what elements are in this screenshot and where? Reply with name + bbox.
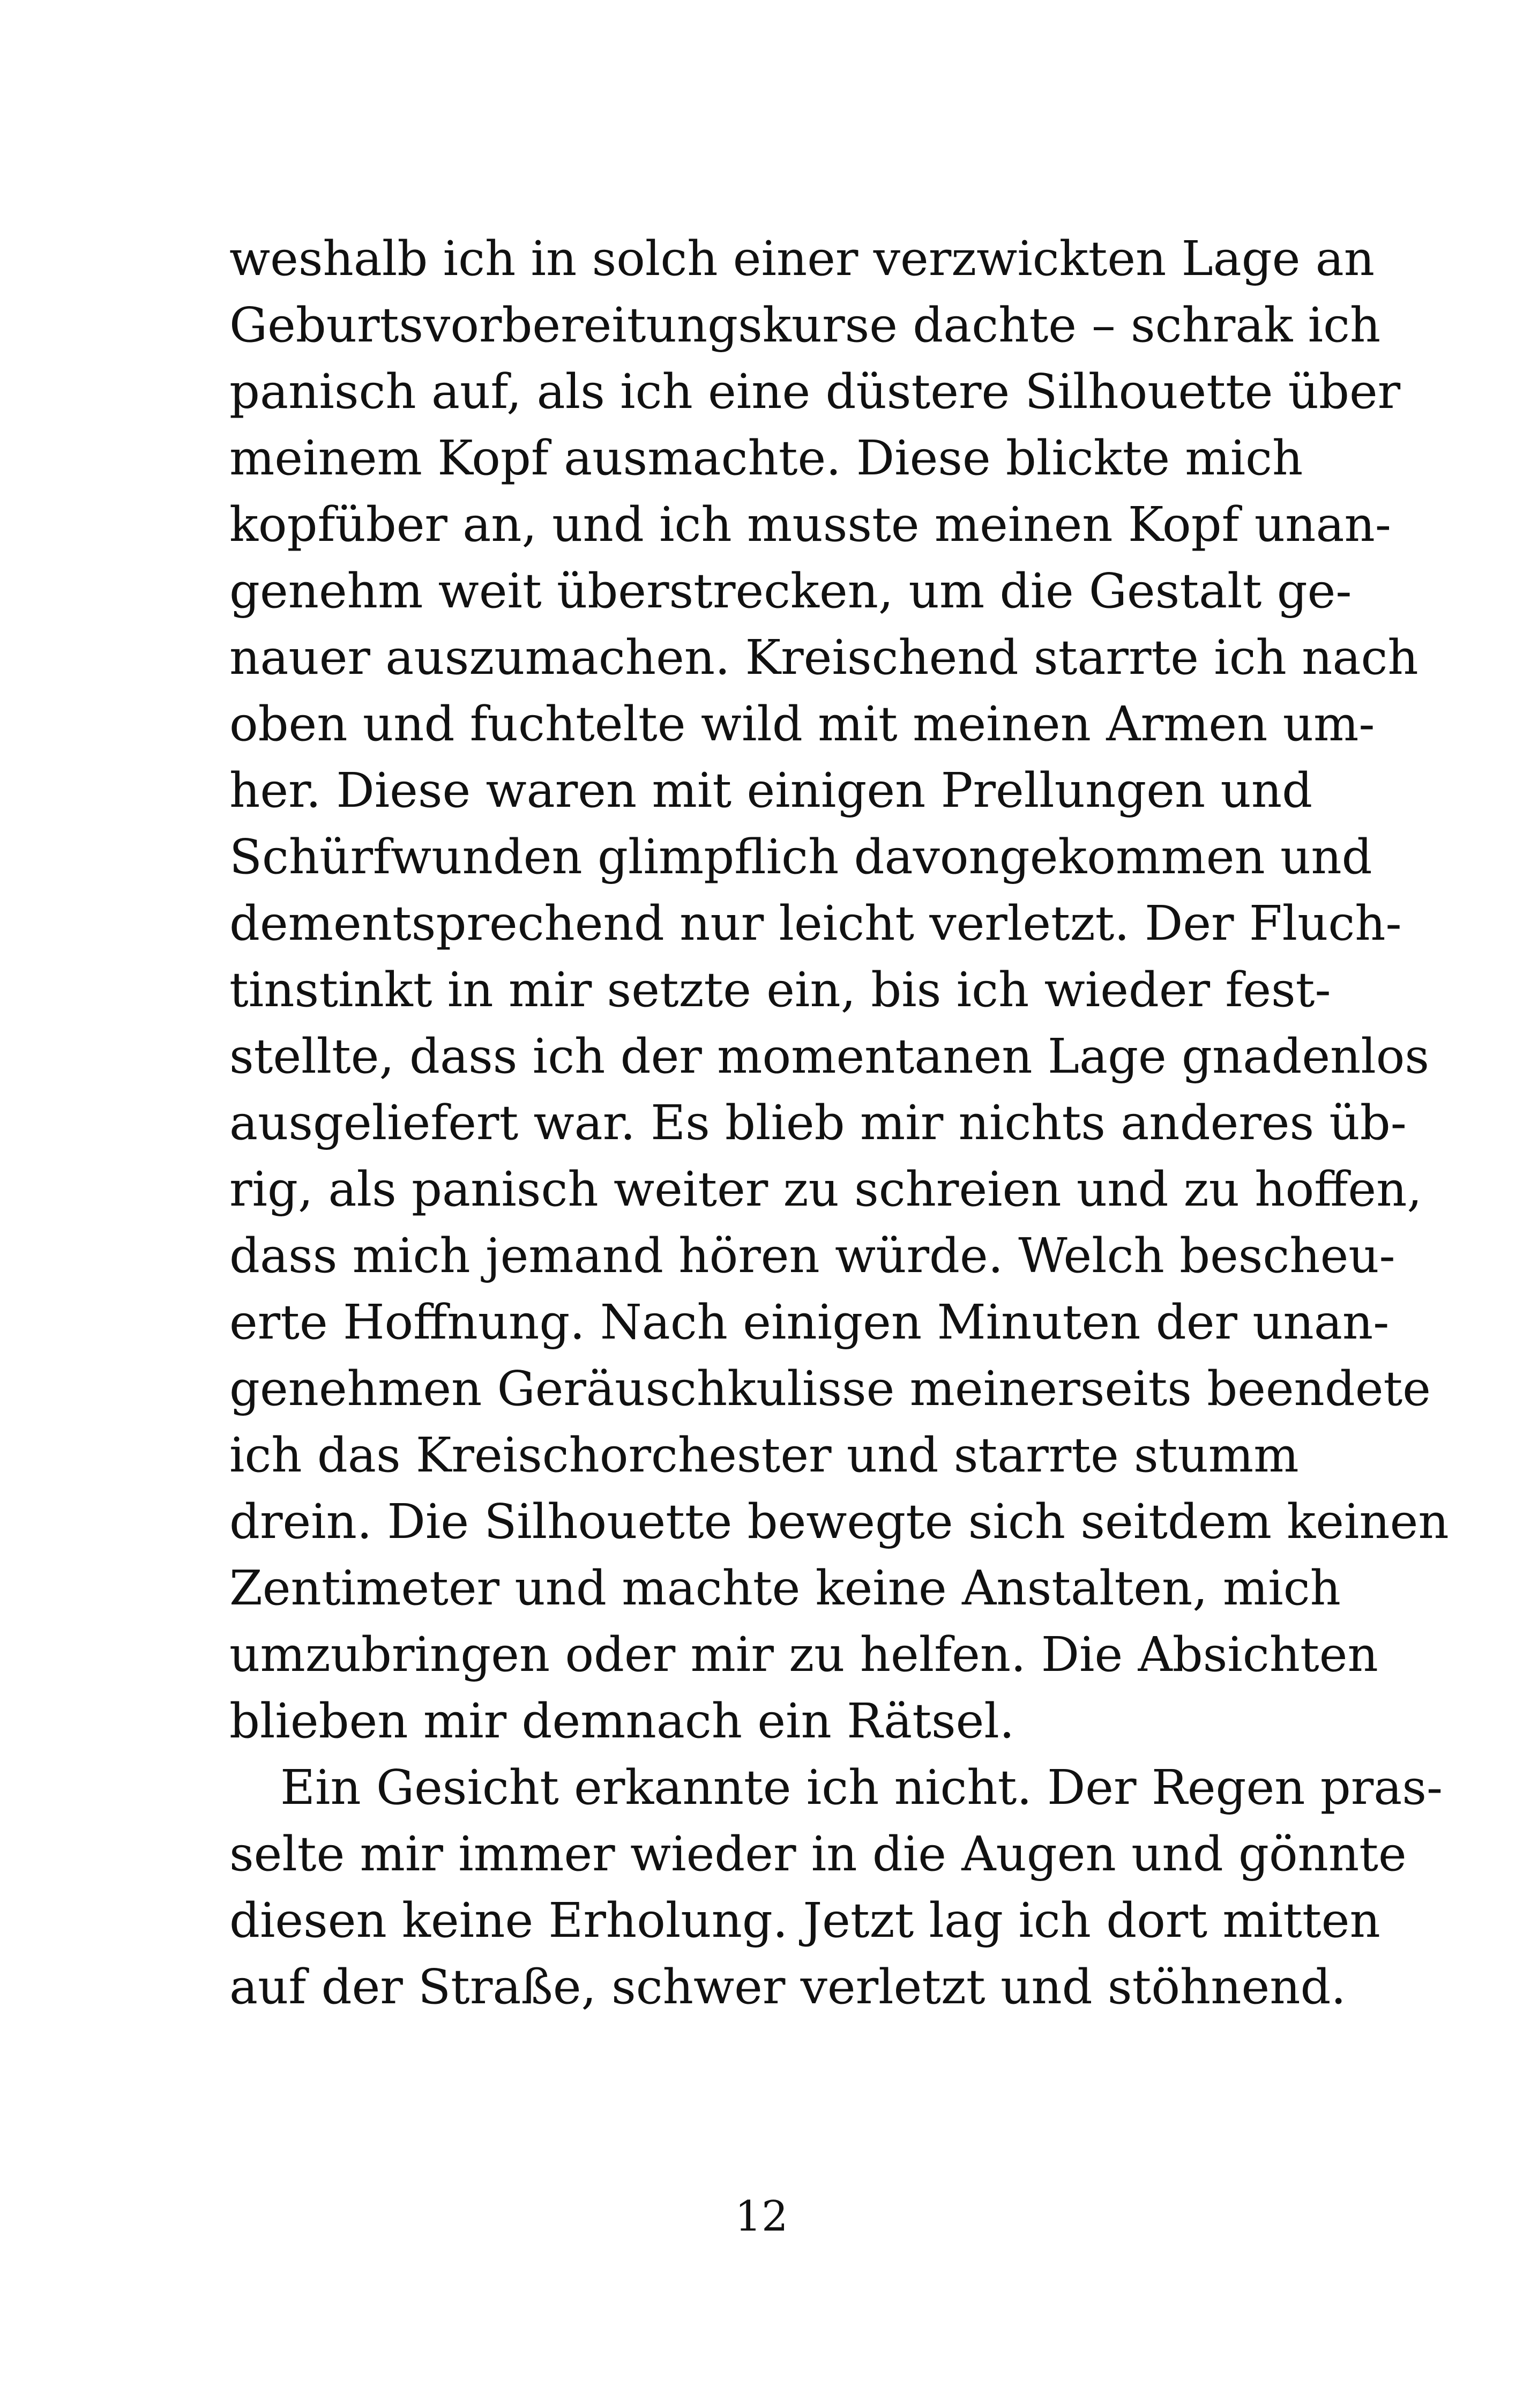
text-line: dass mich jemand hören würde. Welch bescheu- <box>229 1228 1395 1283</box>
text-line: tinstinkt in mir setzte ein, bis ich wieder fest- <box>229 962 1331 1017</box>
text-line: genehm weit überstrecken, um die Gestalt ge- <box>229 563 1352 619</box>
text-line: Zentimeter und machte keine Anstalten, mich <box>229 1560 1341 1616</box>
page-number: 12 <box>735 2193 788 2241</box>
text-line: weshalb ich in solch einer verzwickten Lage an <box>229 231 1375 286</box>
text-line: meinem Kopf ausmachte. Diese blickte mich <box>229 430 1303 486</box>
text-line: oben und fuchtelte wild mit meinen Armen um- <box>229 696 1375 752</box>
text-line: rig, als panisch weiter zu schreien und zu hoffen, <box>229 1161 1422 1217</box>
text-line: ausgeliefert war. Es blieb mir nichts anderes üb- <box>229 1095 1407 1150</box>
text-line: umzubringen oder mir zu helfen. Die Absichten <box>229 1626 1378 1682</box>
text-line: genehmen Geräuschkulisse meinerseits beendete <box>229 1361 1431 1416</box>
text-line: Geburtsvorbereitungskurse dachte – schrak ich <box>229 297 1381 353</box>
text-line: kopfüber an, und ich musste meinen Kopf unan- <box>229 496 1391 552</box>
text-line: her. Diese waren mit einigen Prellungen und <box>229 762 1313 818</box>
text-line: blieben mir demnach ein Rätsel. <box>229 1693 1015 1749</box>
text-line: diesen keine Erholung. Jetzt lag ich dort mitten <box>229 1892 1380 1948</box>
text-line: selte mir immer wieder in die Augen und gönnte <box>229 1826 1407 1882</box>
text-line: Ein Gesicht erkannte ich nicht. Der Regen pras- <box>280 1759 1443 1815</box>
text-line: dementsprechend nur leicht verletzt. Der Fluch- <box>229 895 1402 951</box>
text-line: Schürfwunden glimpflich davongekommen und <box>229 829 1372 885</box>
body-text <box>229 225 1449 2020</box>
text-line: nauer auszumachen. Kreischend starrte ich nach <box>229 629 1419 685</box>
text-line: stellte, dass ich der momentanen Lage gnadenlos <box>229 1028 1430 1084</box>
text-line: ich das Kreischorchester und starrte stumm <box>229 1427 1299 1483</box>
text-line: drein. Die Silhouette bewegte sich seitdem keinen <box>229 1493 1449 1549</box>
text-line: auf der Straße, schwer verletzt und stöhnend. <box>229 1959 1346 2015</box>
text-line: panisch auf, als ich eine düstere Silhouette über <box>229 363 1401 419</box>
text-line: erte Hoffnung. Nach einigen Minuten der unan- <box>229 1294 1390 1350</box>
